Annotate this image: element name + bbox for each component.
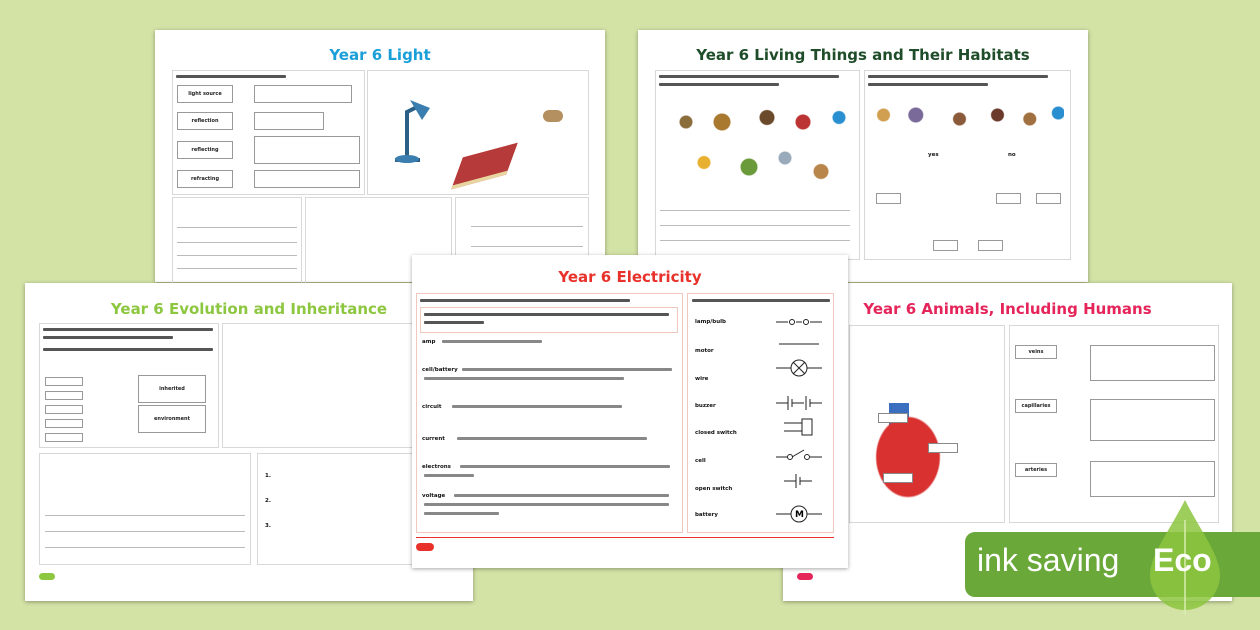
battery-symbol-icon bbox=[774, 394, 824, 412]
buzzer-symbol-icon bbox=[774, 418, 824, 436]
sheet-title: Year 6 Evolution and Inheritance bbox=[110, 300, 388, 318]
sheet-title: Year 6 Living Things and Their Habitats bbox=[696, 46, 1030, 64]
worksheet-evolution: Year 6 Evolution and Inheritance inherited environment 1. 2. 3. bbox=[25, 283, 473, 601]
lamp-symbol-icon bbox=[774, 359, 824, 377]
cell-symbol-icon bbox=[774, 472, 824, 490]
wire-symbol-icon bbox=[774, 335, 824, 353]
svg-text:M: M bbox=[795, 510, 804, 520]
worksheet-living-things: Year 6 Living Things and Their Habitats yes no bbox=[638, 30, 1088, 282]
worksheet-animals: Year 6 Animals, Including Humans veins capillaries arteries bbox=[783, 283, 1232, 601]
worksheet-electricity: Year 6 Electricity amp cell/battery circuit current electrons voltage lamp/bulb motor wire buzzer closed switch cell open switch battery M bbox=[412, 255, 848, 568]
ink-saving-badge: ink saving Eco bbox=[965, 532, 1260, 597]
torch-icon bbox=[543, 110, 563, 122]
open-switch-symbol-icon bbox=[774, 448, 824, 466]
logo bbox=[416, 543, 434, 551]
closed-switch-symbol-icon bbox=[774, 313, 824, 331]
animal-images bbox=[874, 95, 1064, 135]
word-box: light source bbox=[177, 85, 233, 103]
lamp-icon bbox=[385, 95, 435, 165]
sheet-title: Year 6 Electricity bbox=[558, 268, 702, 286]
motor-symbol-icon bbox=[774, 505, 824, 523]
animal-images bbox=[668, 95, 848, 185]
word-box: reflection bbox=[177, 112, 233, 130]
sheet-title: Year 6 Light bbox=[329, 46, 431, 64]
word-box: refracting bbox=[177, 170, 233, 188]
sheet-title: Year 6 Animals, Including Humans bbox=[863, 300, 1152, 318]
worksheet-light bbox=[155, 30, 605, 282]
word-box: reflecting bbox=[177, 141, 233, 159]
